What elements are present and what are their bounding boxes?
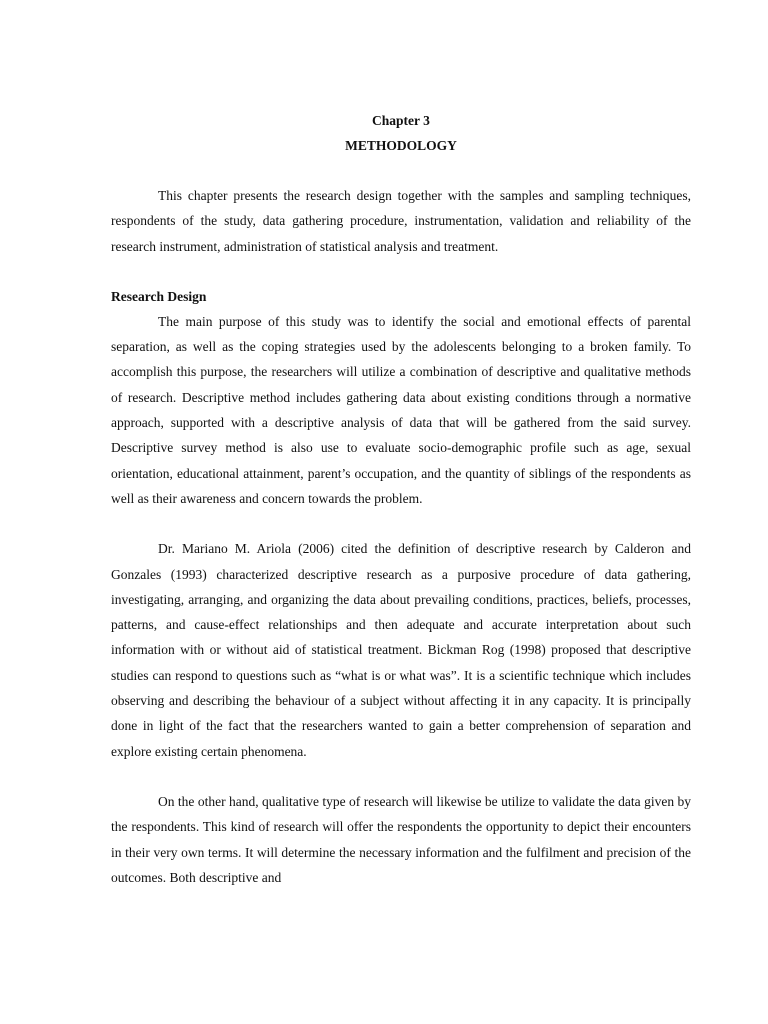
research-design-paragraph-2: Dr. Mariano M. Ariola (2006) cited the definition of descriptive research by Calderon and Gonzales (1993) characterized descriptive research as a purposive procedure of data gathering, investigating, arranging, and organizing the data about prevailing conditions, practices, beliefs, processes, patterns, and cause-effect relationships and then adequate and accurate interpretation about such information with or without aid of statistical treatment. Bickman Rog (1998) proposed that descriptive studies can respond to questions such as “what is or what was”. It is a scientific technique which includes observing and describing the behaviour of a subject without affecting it in any capacity. It is principally done in light of the fact that the researchers wanted to gain a better comprehension of separation and explore existing certain phenomena.: [111, 541, 691, 759]
section-heading-research-design: Research Design: [111, 288, 207, 304]
intro-paragraph: This chapter presents the research design together with the samples and sampling techniques, respondents of the study, data gathering procedure, instrumentation, validation and reliability of the research instrument, administration of statistical analysis and treatment.: [111, 188, 691, 254]
chapter-label: Chapter 3: [372, 113, 430, 128]
page-content: [111, 108, 691, 890]
research-design-paragraph-3: On the other hand, qualitative type of research will likewise be utilize to validate the data given by the respondents. This kind of research will offer the respondents the opportunity to depict their encounters in their very own terms. It will determine the necessary information and the fulfilment and precision of the outcomes. Both descriptive and: [111, 793, 691, 885]
research-design-paragraph-1: The main purpose of this study was to identify the social and emotional effects of parental separation, as well as the coping strategies used by the adolescents belonging to a broken family. To accomplish this purpose, the researchers will utilize a combination of descriptive and qualitative methods of research. Descriptive method includes gathering data about existing conditions through a normative approach, supported with a descriptive analysis of data that will be gathered from the said survey. Descriptive survey method is also use to evaluate socio-demographic profile such as age, sexual orientation, educational attainment, parent’s occupation, and the quantity of siblings of the respondents as well as their awareness and concern towards the problem.: [111, 313, 691, 506]
chapter-title: METHODOLOGY: [345, 138, 457, 153]
